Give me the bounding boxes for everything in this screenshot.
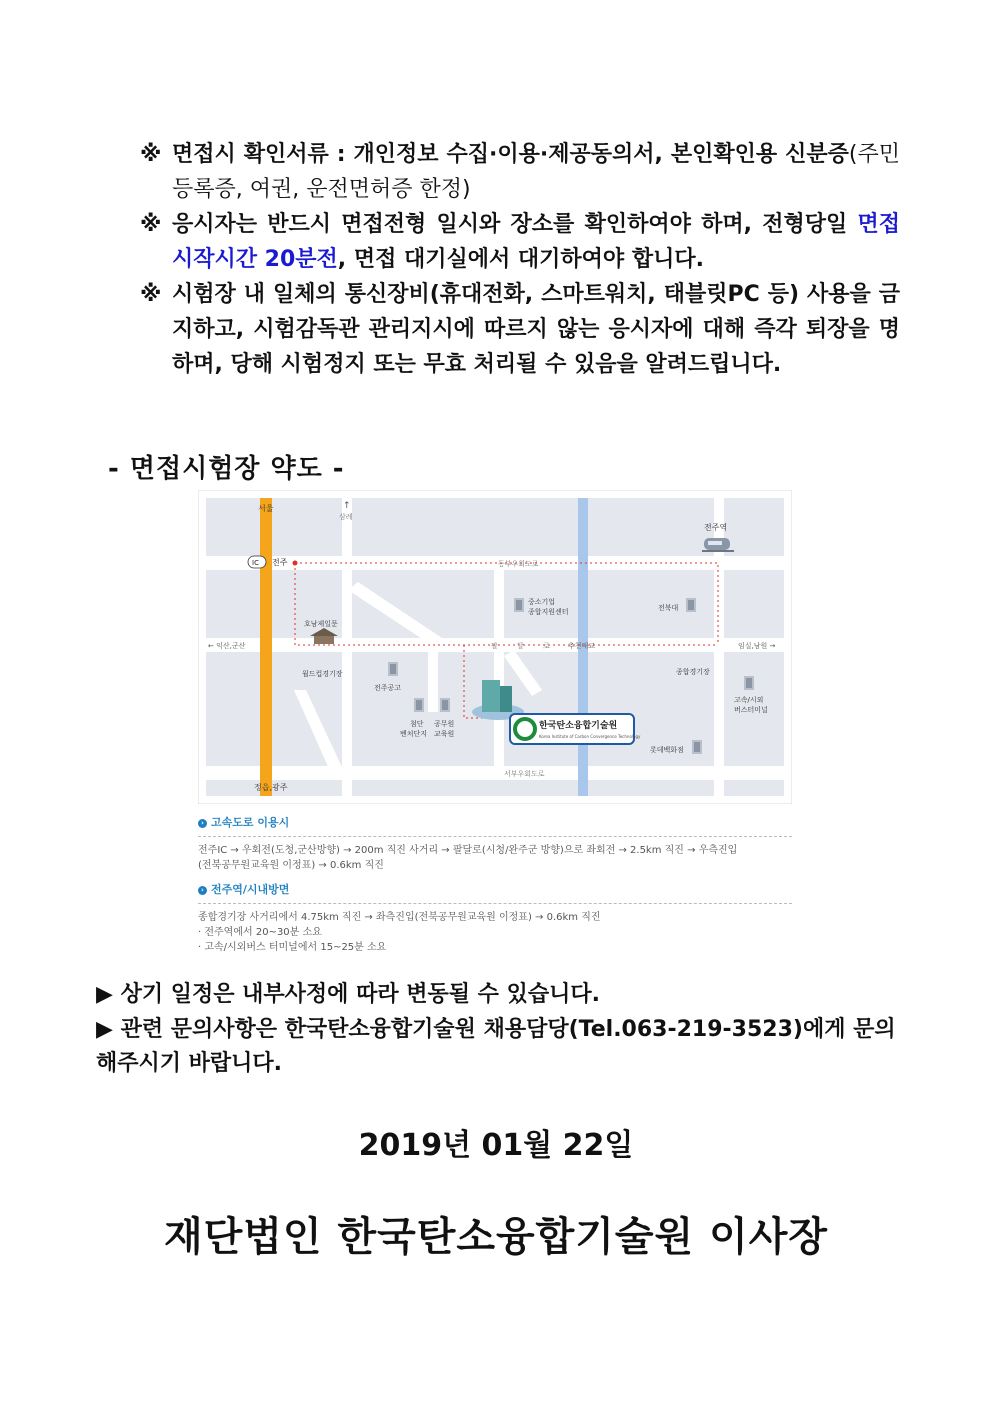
note-mark: ※ [140,142,162,167]
label-cheomdan-2: 벤처단지 [400,730,428,738]
arrow-circle-icon: › [198,886,207,895]
note-documents [140,137,900,207]
label-cheomdan-1: 첨단 [410,720,424,728]
note-text: 시험장 내 일체의 통신장비(휴대전화, 스마트워치, 태블릿PC 등) 사용을 금지하고, 시험감독관 관리지시에 따르지 않는 응시자에 대해 즉각 퇴장을 명하며, 당해 시험정지 또는 무효 처리될 수 있음을 알려드립니다. [172,282,900,377]
label-gongmu-1: 공무원 [434,720,455,728]
label-dongbu: 동부우회도로 [498,560,539,568]
bottom-note-schedule: ▶ 상기 일정은 내부사정에 따라 변동될 수 있습니다. [96,982,600,1007]
note-text: 면접시 확인서류 : 개인정보 수집·이용·제공동의서, 본인확인용 신분증 [172,142,849,167]
label-jeonju: 전주 [272,558,288,567]
road-seobu [206,766,784,780]
building-icon [744,676,754,690]
label-gongmu-2: 교육원 [434,730,455,738]
label-jeonju-station: 전주역 [704,523,728,532]
directions-title [198,881,792,904]
note-mark: ※ [140,282,162,307]
note-text-end: , 면접 대기실에서 대기하여야 합니다. [337,247,704,272]
note-arrival [140,207,900,277]
location-map [198,490,792,804]
road-mid [494,570,504,766]
directions-station [198,881,792,955]
note-text-id-types: (주민등록증, 여권, 운전면허증 한정) [172,142,900,202]
label-samrye: 삼례 [339,513,353,521]
label-ic: IC [252,559,259,567]
label-palda-3: 로 [543,642,550,650]
directions-highway [198,814,792,873]
highway [260,498,272,796]
directions [198,814,792,963]
note-highlight-time: 면접 시작시간 20분전 [172,212,900,272]
building-icon [692,740,702,754]
directions-title-text: 고속도로 이용시 [211,816,290,829]
map-heading: - 면접시험장 약도 - [108,454,345,484]
label-terminal-1: 고속/시외 [734,696,764,704]
route-start-dot [293,561,298,566]
road-south-mid [428,652,438,712]
institute-logo-icon [515,719,535,739]
directions-line: · 전주역에서 20~30분 소요 [198,927,322,938]
bottom-note-contact: ▶ 관련 문의사항은 한국탄소융합기술원 채용담당(Tel.063-219-3523)에게 문의해주시기 바랍니다. [96,1017,896,1076]
label-jeonju-tech: 전주공고 [374,684,402,692]
note-text: 응시자는 반드시 면접전형 일시와 장소를 확인하여야 하며, 전형당일 [172,212,858,237]
building-icon [440,698,450,712]
label-institute: 한국탄소융합기술원 [539,721,618,731]
note-devices [140,277,900,382]
building-icon [388,662,398,676]
building-icon [686,598,696,612]
label-jbnu: 전북대 [658,604,679,612]
directions-line: 종합경기장 사거리에서 4.75km 직진 → 좌측진입(전북공무원교육원 이정표) → 0.6km 직진 [198,912,601,923]
note-mark: ※ [140,212,162,237]
signature: 재단법인 한국탄소융합기술원 이사장 [163,1214,829,1260]
building-icon [514,598,524,612]
label-chucheon: 추천대교 [568,642,596,650]
road-north [342,498,352,796]
directions-line: · 고속/시외버스 터미널에서 15~25분 소요 [198,942,387,953]
label-smb-2: 종합지원센터 [528,608,569,616]
label-smb-1: 중소기업 [528,598,556,606]
directions-title-text: 전주역/시내방면 [211,883,290,896]
directions-line: 전주IC → 우회전(도청,군산방향) → 200m 직진 사거리 → 팔달로(시청/완주군 방향)으로 좌회전 → 2.5km 직진 → 우측진입 [198,845,738,856]
label-imsil: 임실,남원 → [738,642,776,650]
label-iksan: ← 익산,군산 [208,642,246,650]
label-worldcup: 월드컵경기장 [302,670,343,678]
document-date: 2019년 01월 22일 [358,1128,634,1163]
label-seoul: 서울 [258,504,274,513]
label-palda-2: 달 [517,642,524,650]
label-palda-1: 팔 [491,642,498,650]
label-honam: 호남제일문 [304,620,338,628]
label-sports: 종합경기장 [676,668,710,676]
label-terminal-2: 버스터미널 [734,706,768,714]
directions-title [198,814,792,837]
north-arrow: ↑ [343,501,351,511]
label-jeongeup: 정읍,광주 [254,783,288,792]
directions-line: (전북공무원교육원 이정표) → 0.6km 직진 [198,860,384,871]
arrow-circle-icon: › [198,819,207,828]
building-icon [414,698,424,712]
label-seobu: 서부우회도로 [504,770,545,778]
label-lotte: 롯데백화점 [650,746,684,754]
label-institute-en: Korea Institute of Carbon Convergence Technology [539,734,641,739]
